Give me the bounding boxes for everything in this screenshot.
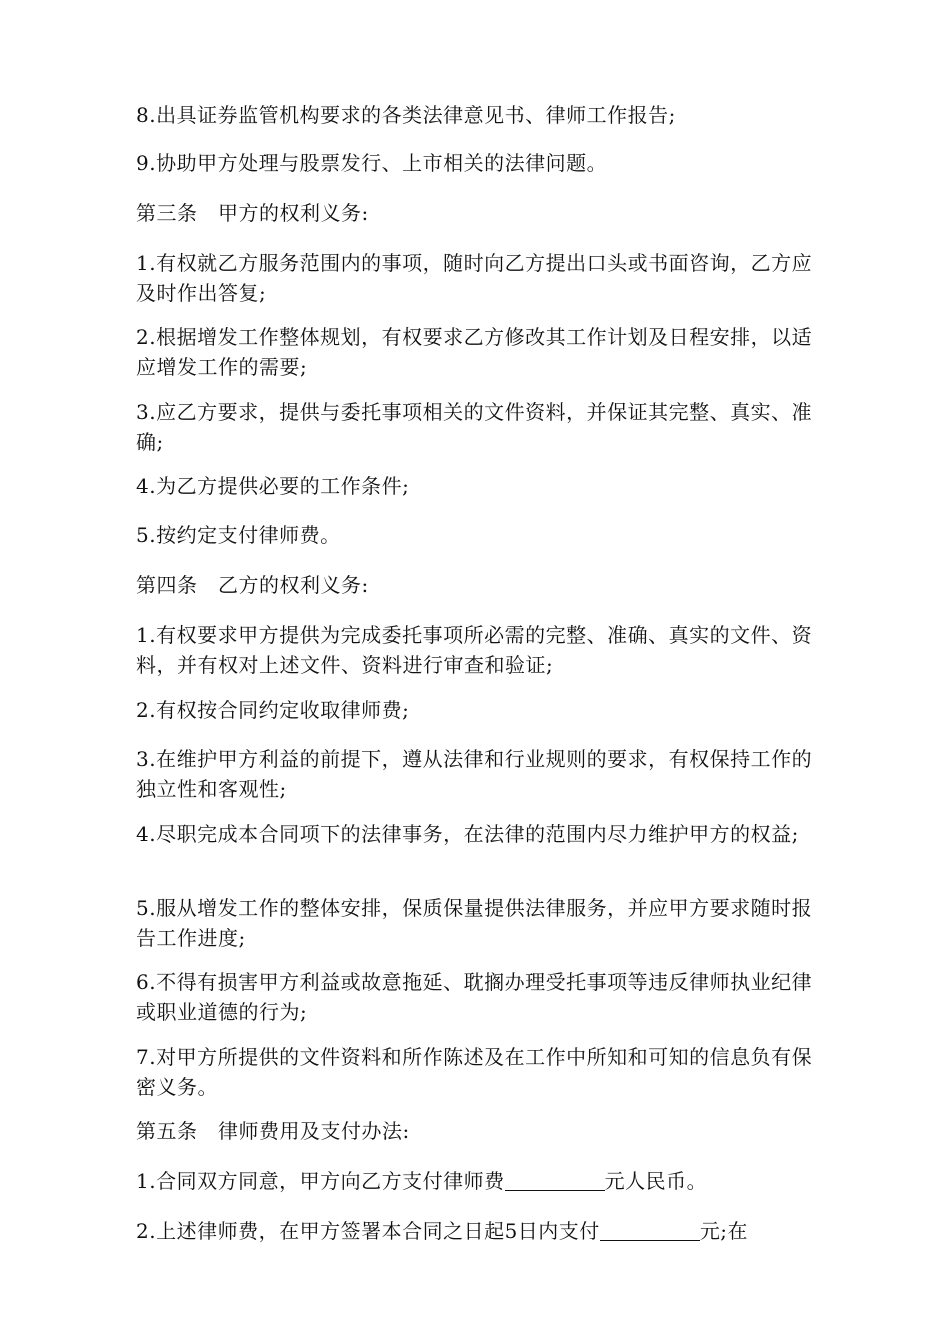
clause-item-4-1: 1.有权要求甲方提供为完成委托事项所必需的完整、准确、真实的文件、资料，并有权对上述文件、资料进行审查和验证; bbox=[136, 623, 813, 677]
clause-item-4-4: 4.尽职完成本合同项下的法律事务，在法律的范围内尽力维护甲方的权益; bbox=[136, 822, 799, 846]
clause-item-4-3: 3.在维护甲方利益的前提下，遵从法律和行业规则的要求，有权保持工作的独立性和客观性; bbox=[136, 747, 813, 801]
clause-item-8: 8.出具证券监管机构要求的各类法律意见书、律师工作报告; bbox=[136, 103, 676, 127]
fee-clause-5-2-text-after: 元;在 bbox=[699, 1219, 749, 1243]
section-heading-article-3: 第三条 甲方的权利义务: bbox=[136, 201, 369, 225]
fee-clause-5-2 bbox=[136, 1216, 826, 1246]
fee-amount-blank bbox=[505, 1170, 605, 1191]
clause-item-4-6: 6.不得有损害甲方利益或故意拖延、耽搁办理受托事项等违反律师执业纪律或职业道德的行为; bbox=[136, 970, 813, 1024]
clause-item-3-5: 5.按约定支付律师费。 bbox=[136, 523, 341, 547]
clause-item-4-2: 2.有权按合同约定收取律师费; bbox=[136, 698, 410, 722]
clause-item-9: 9.协助甲方处理与股票发行、上市相关的法律问题。 bbox=[136, 151, 608, 175]
clause-item-3-1: 1.有权就乙方服务范围内的事项，随时向乙方提出口头或书面咨询，乙方应及时作出答复; bbox=[136, 251, 813, 305]
clause-item-3-4: 4.为乙方提供必要的工作条件; bbox=[136, 474, 410, 498]
section-heading-article-4: 第四条 乙方的权利义务: bbox=[136, 573, 369, 597]
clause-item-3-2: 2.根据增发工作整体规划，有权要求乙方修改其工作计划及日程安排，以适应增发工作的需要; bbox=[136, 325, 813, 379]
fee-clause-5-2-text-before: 2.上述律师费，在甲方签署本合同之日起5日内支付 bbox=[136, 1219, 600, 1243]
clause-item-4-5: 5.服从增发工作的整体安排，保质保量提供法律服务，并应甲方要求随时报告工作进度; bbox=[136, 896, 813, 950]
fee-clause-5-1-text-before: 1.合同双方同意，甲方向乙方支付律师费 bbox=[136, 1169, 505, 1193]
first-payment-blank bbox=[600, 1220, 700, 1241]
fee-clause-5-1 bbox=[136, 1166, 826, 1196]
clause-item-3-3: 3.应乙方要求，提供与委托事项相关的文件资料，并保证其完整、真实、准确; bbox=[136, 400, 813, 454]
clause-item-4-7: 7.对甲方所提供的文件资料和所作陈述及在工作中所知和可知的信息负有保密义务。 bbox=[136, 1045, 813, 1099]
fee-clause-5-1-text-after: 元人民币。 bbox=[604, 1169, 708, 1193]
section-heading-article-5: 第五条 律师费用及支付办法: bbox=[136, 1119, 410, 1143]
